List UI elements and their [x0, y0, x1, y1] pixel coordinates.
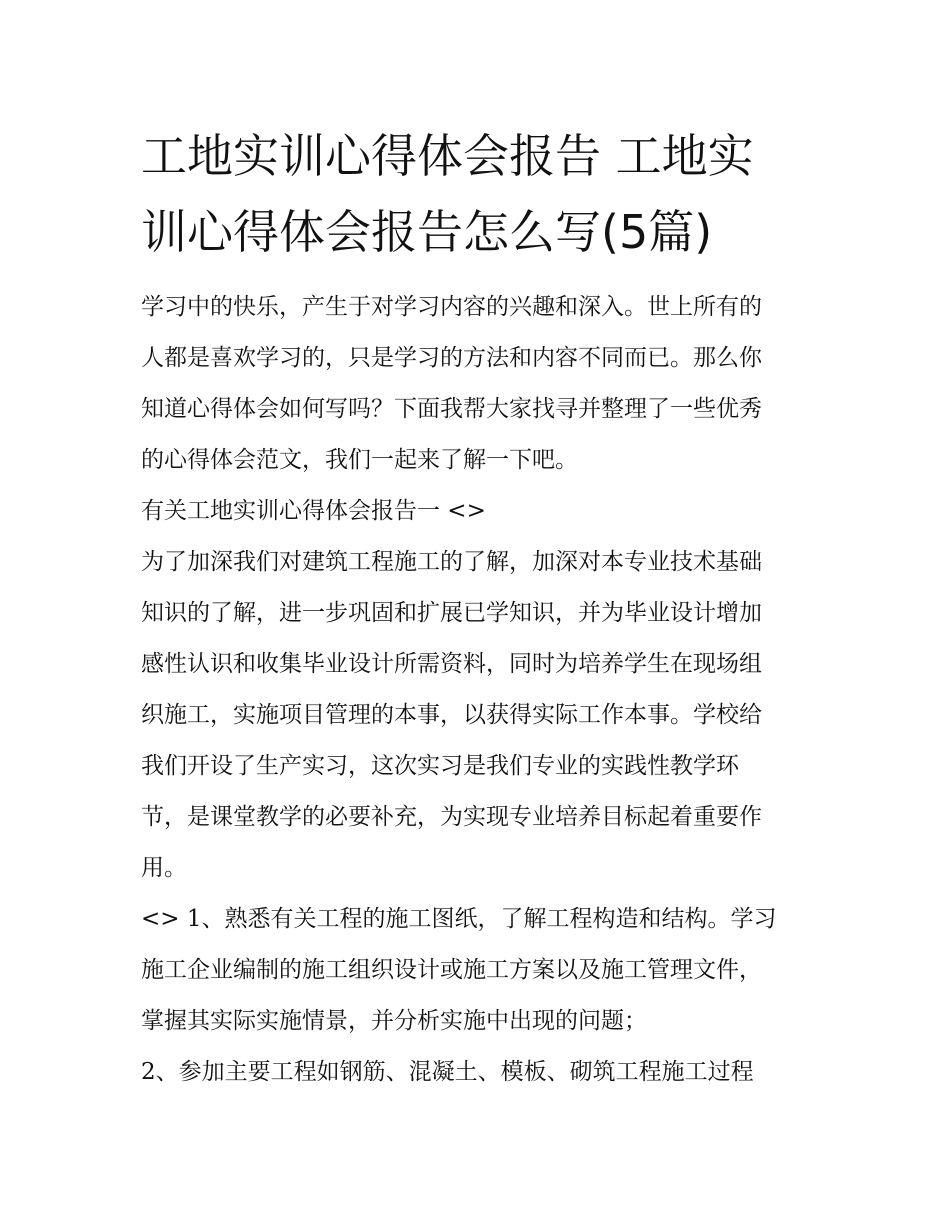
section-heading [141, 486, 816, 537]
text-line: 我们开设了生产实习，这次实习是我们专业的实践性教学环 [141, 753, 739, 779]
title-line: 训心得体会报告怎么写(5篇) [141, 205, 713, 259]
text-line: 织施工，实施项目管理的本事，以获得实际工作本事。学校给 [141, 702, 762, 728]
text-line: 知道心得体会如何写吗？下面我帮大家找寻并整理了一些优秀 [141, 396, 762, 422]
text-line: 有关工地实训心得体会报告一 <> [141, 498, 486, 524]
text-line: 用。 [141, 855, 187, 881]
document-content [141, 118, 816, 1098]
intro-paragraph [141, 282, 816, 486]
text-line: 2、参加主要工程如钢筋、混凝土、模板、砌筑工程施工过程 [141, 1059, 754, 1085]
text-line: 节，是课堂教学的必要补充，为实现专业培养目标起着重要作 [141, 804, 762, 830]
text-line: 学习中的快乐，产生于对学习内容的兴趣和深入。世上所有的 [141, 294, 762, 320]
document-title [141, 118, 816, 270]
text-line: 为了加深我们对建筑工程施工的了解，加深对本专业技术基础 [141, 549, 762, 575]
list-item-1 [141, 894, 816, 1047]
text-line: <> 1、熟悉有关工程的施工图纸，了解工程构造和结构。学习 [141, 906, 777, 932]
text-line: 知识的了解，进一步巩固和扩展已学知识，并为毕业设计增加 [141, 600, 762, 626]
text-line: 掌握其实际实施情景，并分析实施中出现的问题； [141, 1008, 647, 1034]
text-line: 感性认识和收集毕业设计所需资料，同时为培养学生在现场组 [141, 651, 762, 677]
text-line: 人都是喜欢学习的，只是学习的方法和内容不同而已。那么你 [141, 345, 762, 371]
text-line: 施工企业编制的施工组织设计或施工方案以及施工管理文件， [141, 957, 762, 983]
list-item-2 [141, 1047, 816, 1098]
text-line: 的心得体会范文，我们一起来了解一下吧。 [141, 447, 578, 473]
title-line: 工地实训心得体会报告 工地实 [141, 129, 754, 183]
body-paragraph [141, 537, 816, 894]
